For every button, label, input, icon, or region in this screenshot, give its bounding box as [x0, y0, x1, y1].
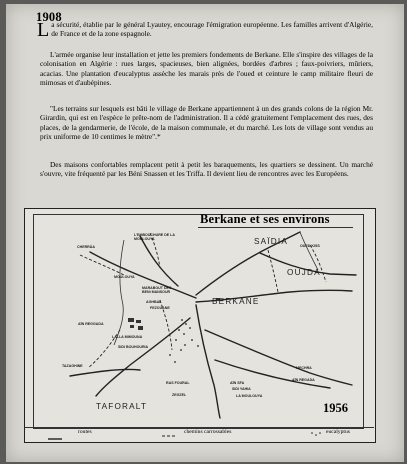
label-berkane: BERKANE	[212, 297, 260, 306]
label-aghbal: AGHBAL	[146, 300, 162, 304]
legend-divider	[24, 427, 374, 428]
label-ras-foural: RAS FOURAL	[166, 381, 190, 385]
legend-eucalyptus: eucalyptus	[326, 429, 350, 435]
legend-eucalyptus-sample	[311, 432, 321, 436]
label-sidi-bouhouria: SIDI BOUHOURIA	[118, 345, 149, 349]
paragraph-army: L'armée organise leur installation et jette les premiers fondements de Berkane. Elle s'inspire des villages de la colonisation en Algérie : rues larges, spacieuses, bien alignées, bordées d'arbres ; faux-poivriers, mûriers, acacias. Une plantation d'eucalyptus assèche les marais près de l'oued et ceinture le camp militaire fleuri de mimosas et d'aubépines.	[40, 50, 373, 87]
paragraph-houses: Des maisons confortables remplacent petit à petit les baraquements, les quartiers se dessinent. Un marché s'ouvre, vite fréquenté par les Béni Snassen et les Triffa. Il devient lieu de rencontres avec les Européens.	[40, 160, 373, 179]
label-moulouya-ouest: MOULOUYA	[114, 275, 135, 279]
legend-roads: routes	[78, 429, 92, 435]
label-mechra: MECHRA	[296, 366, 312, 370]
track-east	[268, 250, 278, 292]
label-kiss: OUED KISS	[300, 244, 320, 248]
drop-cap: L	[37, 19, 50, 41]
label-tazaghine: TAZAGHINE	[62, 364, 83, 368]
road-southeast	[205, 330, 352, 385]
label-taforalt: TAFORALT	[96, 402, 148, 411]
paragraph-intro-text: a sécurité, établie par le général Lyautey, encourage l'émigration européenne. Les familles arrivent d'Algérie, de France et de la zone espagnole.	[51, 20, 373, 39]
label-lalla-mimouna: LALLA MIMOUNA	[112, 335, 143, 339]
label-sidi-yahia: SIDI YAHIA	[232, 387, 251, 391]
label-fezouane: FEZOUANE	[150, 306, 170, 310]
map-title: Berkane et ses environs	[200, 212, 330, 226]
label-zegzel: ZEGZEL	[172, 393, 187, 397]
label-cherraa: CHERRÂA	[77, 245, 95, 249]
paragraph-quote: "Les terrains sur lesquels est bâti le village de Berkane appartiennent à un des grands colons de la région Mr. Girardin, qui est en l'espèce le prête-nom de l'administration. Il a cédé gratuitement l'emplacement des rues, des places, de la gendarmerie, de l'école, de la maison communale, et du marché. Les lots de village sont vendus au prix uniforme de 10 centimes le mètre".*	[40, 104, 373, 141]
road-south	[196, 305, 220, 418]
legend-tracks: chemins carrossables	[184, 429, 232, 435]
label-ain-sfa: AÏN SFA	[230, 381, 245, 385]
label-embouchure: L'EMBOUCHURE DE LA MOULOUYA	[134, 233, 175, 241]
label-la-moulouya: LA MOULOUYA	[236, 394, 263, 398]
label-saidia: SAÏDIA	[254, 237, 289, 246]
river-moulouya	[114, 240, 124, 345]
map-year: 1956	[323, 401, 348, 415]
label-marabouts: MARABOUT DES BENI MANSOUR	[142, 286, 172, 294]
eucalyptus-marks	[169, 319, 199, 363]
label-ain-regada-small: AÏN REGADA	[292, 378, 315, 382]
road-southwest	[70, 369, 140, 376]
town-blocks	[128, 298, 220, 330]
label-oujda: OUJDA	[287, 268, 321, 277]
label-ain-reggada: AÏN REGGADA	[78, 322, 104, 326]
year-heading: 1908	[36, 10, 62, 24]
river-kiss	[300, 232, 318, 270]
